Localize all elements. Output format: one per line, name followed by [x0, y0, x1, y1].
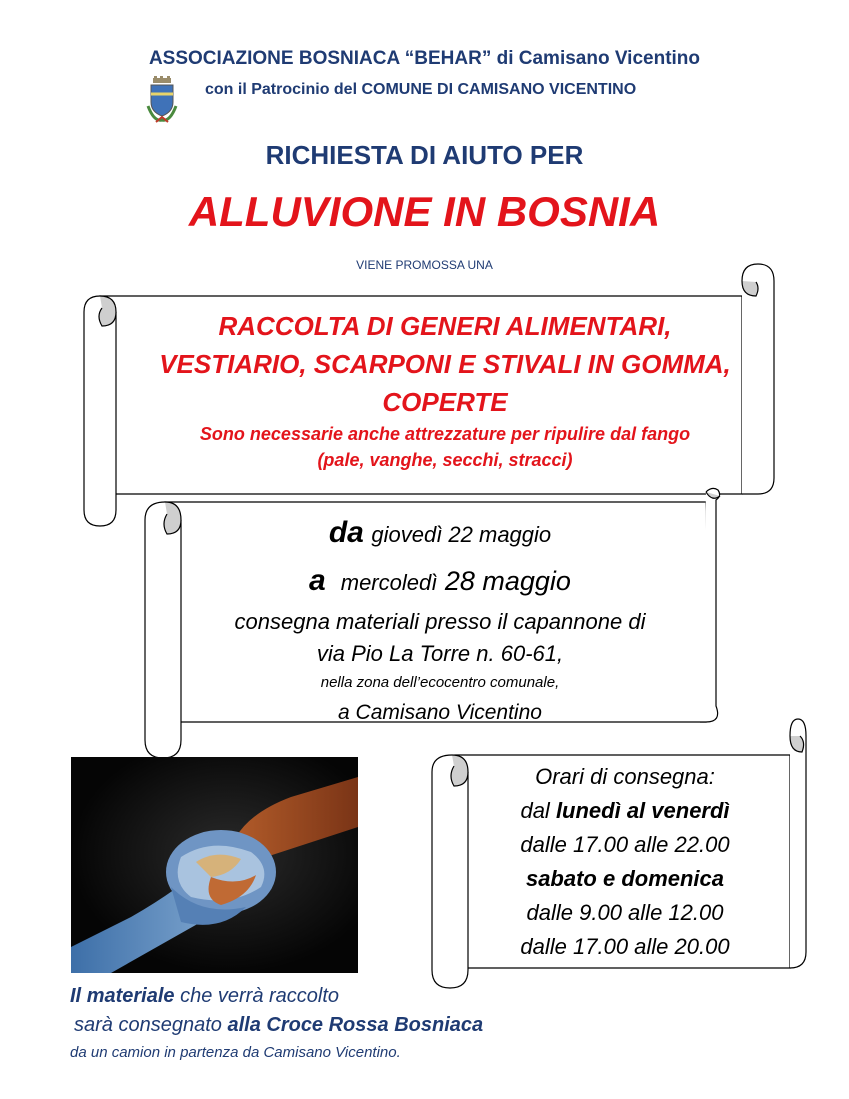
date-to-day: mercoledì — [340, 570, 438, 595]
delivery-line-2: via Pio La Torre n. 60-61, — [316, 641, 564, 666]
date-from-value: giovedì 22 maggio — [371, 522, 552, 547]
date-to — [180, 558, 700, 606]
date-from-word: da — [328, 516, 364, 549]
hands-globe-photo — [71, 757, 358, 973]
collection-line-5: (pale, vanghe, secchi, stracci) — [317, 450, 573, 470]
footer-l2-bold: alla Croce Rossa Bosniaca — [227, 1014, 484, 1036]
date-from — [180, 510, 700, 558]
delivery-line-1: consegna materiali presso il capannone di — [234, 609, 646, 634]
footer-l1-bold: materiale — [86, 985, 175, 1007]
delivery-line-3: nella zona dell’ecocentro comunale, — [320, 674, 560, 691]
footer-l2-pre: sarà consegnato — [74, 1014, 222, 1036]
footer-l1-pre: Il — [70, 985, 82, 1007]
hours-weekend — [470, 862, 780, 896]
dates-text — [180, 510, 700, 730]
collection-line-4: Sono necessarie anche attrezzature per ripulire dal fango — [199, 424, 691, 444]
date-to-word: a — [309, 564, 326, 597]
hours-weekdays — [470, 794, 780, 828]
collection-line-1: RACCOLTA DI GENERI ALIMENTARI, — [218, 311, 672, 341]
promoted-line: VIENE PROMOSSA UNA — [356, 258, 493, 272]
footer-note — [70, 982, 483, 1066]
association-name: ASSOCIAZIONE BOSNIACA “BEHAR” di Camisano Vicentino — [148, 48, 701, 69]
hours-weekdays-time: dalle 17.00 alle 22.00 — [520, 832, 730, 857]
collection-line-2: VESTIARIO, SCARPONI E STIVALI IN GOMMA, — [159, 349, 731, 379]
delivery-line-4: a Camisano Vicentino — [338, 701, 542, 724]
collection-line-3: COPERTE — [382, 387, 508, 417]
footer-line-3: da un camion in partenza da Camisano Vicentino. — [70, 1044, 401, 1061]
hours-weekend-days: sabato e domenica — [525, 866, 725, 891]
hours-weekdays-days: lunedì al venerdì — [555, 798, 730, 823]
hours-weekdays-prefix: dal — [520, 798, 550, 823]
hours-weekend-time-1: dalle 9.00 alle 12.00 — [526, 900, 724, 925]
date-to-value: 28 maggio — [444, 566, 571, 596]
collection-text — [115, 307, 775, 473]
hours-title: Orari di consegna: — [535, 764, 715, 789]
footer-line-2 — [70, 1010, 483, 1040]
headline: ALLUVIONE IN BOSNIA — [188, 188, 661, 235]
hours-weekend-time-2: dalle 17.00 alle 20.00 — [520, 934, 730, 959]
hours-text — [470, 760, 780, 964]
footer-line-1 — [70, 982, 483, 1010]
footer-l1-post: che verrà raccolto — [180, 985, 340, 1007]
patronage-line: con il Patrocinio del COMUNE DI CAMISANO VICENTINO — [205, 81, 637, 98]
request-heading: RICHIESTA DI AIUTO PER — [265, 140, 584, 170]
